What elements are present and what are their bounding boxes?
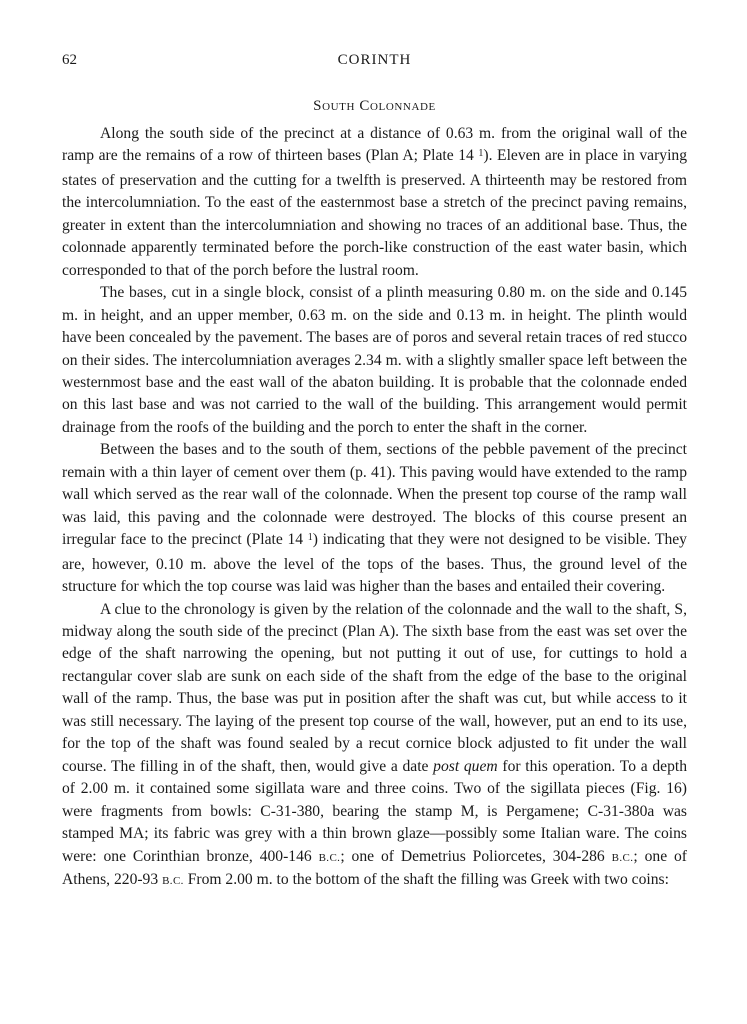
text-run: ). Eleven are in place in varying states of preservation and the cutting for a twelfth is preserved. A thirteenth may be restored from the intercolumniation. To the east of the easternmost base a stretch of the precinct paving remains, greater in extent than the intercolumniation and showing no traces of an additional base. Thus, the colonnade apparently terminated before the porch-like construction of the east water basin, which corresponded to that of the porch before the lustral room. bbox=[62, 147, 687, 279]
text-run: Between the bases and to the south of them, sections of the pebble pavement of the precinct remain with a thin layer of cement over them (p. 41). This paving would have extended to the ramp wall which served as the rear wall of the colonnade. When the present top course of the ramp wall was laid, this paving and the colonnade were destroyed. The blocks of this course present an irregular face to the precinct (Plate 14 bbox=[62, 441, 687, 549]
era-abbreviation: B.C. bbox=[318, 851, 341, 864]
text-run: Along the south side of the precinct at a distance of 0.63 m. from the original wall of the ramp are the remains of a row of thirteen bases (Plan A; Plate 14 bbox=[62, 125, 687, 165]
running-title: CORINTH bbox=[337, 52, 412, 68]
page-number: 62 bbox=[62, 52, 77, 68]
text-run: for this operation. To a depth of 2.00 m. it contained some sigillata ware and three coins. Two of the sigillata pieces (Fig. 16) were fragments from bowls: C-31-380, bearing the stamp M, is Pergamene; C-31-380a was stamped MA; its fabric was grey with a thin brown glaze—possibly some Italian ware. The coins were: one Corinthian bronze, 400-146 bbox=[62, 757, 688, 865]
plate-figure-ref: 1 bbox=[307, 532, 313, 544]
text-run: ) indicating that they were not designed to be visible. They are, however, 0.10 m. above the level of the tops of the bases. Thus, the ground level of the structure for which the top course was laid was higher than the bases and entailed their covering. bbox=[62, 531, 687, 596]
era-abbreviation: B.C. bbox=[611, 851, 634, 864]
section-heading: South Colonnade bbox=[313, 98, 436, 114]
running-head bbox=[62, 52, 687, 74]
text-run: ; one of Athens, 220-93 bbox=[62, 847, 687, 888]
paragraph-4 bbox=[62, 599, 687, 893]
text-run: A clue to the chronology is given by the relation of the colonnade and the wall to the shaft, S, midway along the south side of the precinct (Plan A). The sixth base from the east was set over the edge of the shaft narrowing the opening, but not putting it out of use, for cuttings to hold a rectangular cover slab are sunk on each side of the shaft from the edge of the base to the original wall of the ramp. Thus, the base was put in position after the shaft was cut, but while access to it was still necessary. The laying of the present top course of the wall, however, put an end to its use, for the top of the shaft was found sealed by a recut cornice block adjusted to fit under the wall course. The filling in of the shaft, then, would give a date bbox=[62, 600, 687, 775]
text-run: From 2.00 m. to the bottom of the shaft the filling was Greek with two coins: bbox=[183, 870, 669, 888]
plate-figure-ref: 1 bbox=[478, 148, 484, 160]
italic-phrase: post quem bbox=[433, 757, 498, 775]
text-run: ; one of Demetrius Poliorcetes, 304-286 bbox=[340, 847, 612, 865]
page bbox=[62, 52, 687, 892]
paragraph-1 bbox=[62, 123, 687, 282]
era-abbreviation: B.C. bbox=[162, 874, 184, 887]
paragraph-3 bbox=[62, 439, 687, 598]
paragraph-2: The bases, cut in a single block, consist of a plinth measuring 0.80 m. on the side and 0.145 m. in height, and an upper member, 0.63 m. on the side and 0.13 m. in height. The plinth would have been concealed by the pavement. The bases are of poros and several retain traces of red stucco on their sides. The intercolumniation averages 2.34 m. with a slightly smaller space left between the westernmost base and the east wall of the abaton building. It is probable that the colonnade ended on this last base and was not carried to the wall of the building. This arrangement would permit drainage from the roofs of the building and the porch to enter the shaft in the corner. bbox=[62, 284, 687, 436]
